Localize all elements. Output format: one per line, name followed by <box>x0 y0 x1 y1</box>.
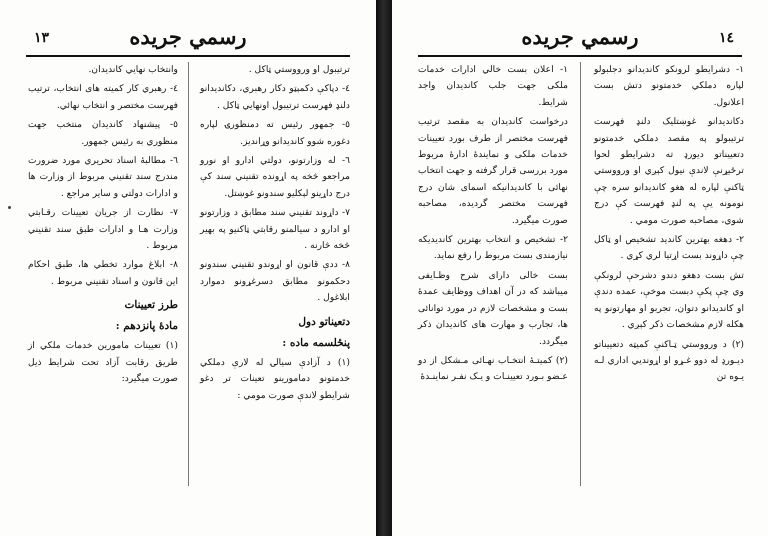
paragraph: بست خالی دارای شرح وظـايفی ميباشد که در آن اهداف ووظايف عمدهٔ بست و مشخصات لازم در مورد توانائی ها، تجارب و مهارت های کانديدان ذکر ميگردد. <box>418 269 568 347</box>
paragraph: ٤- دپاکې دکمېټو دکار رهبري، دکانديدانو دلنډ فهرست ترتيبول اونهايي ټاکل . <box>200 83 350 111</box>
paragraph: ٢- تشخيص و انتخاب بهترين کانديديکه نيازمندی بست مربوط را رفع نمايد. <box>418 234 568 262</box>
right-page-header <box>418 22 742 52</box>
paragraph: درخواست کانديدان به مقصد ترتيب فهرست مختصر از طرف بورد تعيينات خدمات ملکی و نمايندهٔ ادارهٔ مربوط مورد بررسی قرار گرفته و جهت انتخاب نهائی با کانديدانيکه اسمای شان درج فهرست مختصر گرديده، مصاحبه صورت ميگيرد. <box>418 116 568 226</box>
paragraph: (٢) د ورووستي ټـاکنې کميټه دتعييناتو ديـورډ له دوو غـړو او اړونديي اداري لـه يـوه تن <box>594 338 744 383</box>
left-page-header <box>26 22 350 52</box>
article-heading: مادهٔ پانزدهم : <box>115 320 178 333</box>
paragraph: ٧- نظارت از جريان تعيينات رقـابتي وزارت هـا و ادارات طبق سند تقنيني مربوط . <box>28 207 178 252</box>
section-heading: طرز تعيينات <box>124 299 178 312</box>
paragraph: ٥- پيشنهاد کانديدان منتخب جهت منظوري به رئيس جمهور. <box>28 119 178 147</box>
margin-dot <box>8 206 11 209</box>
column-divider <box>580 62 581 486</box>
left-page-pashto-column <box>200 62 350 407</box>
paragraph: (١) د آزادې سيالۍ له لارې دملکي خدمتونو دمامورينو تعينات تر دغو شرايطو لاندې صورت مومي : <box>200 356 350 401</box>
paragraph: ٧- داړوند تقنيني سند مطابق د وزارتونو او ادارو د سيالمنو رقابتي ټاکنيو په بهير څخه څارنه . <box>200 207 350 252</box>
right-page-dari-column <box>418 62 568 389</box>
right-page-title: رسمي جريده <box>521 24 639 49</box>
right-page <box>392 0 768 536</box>
right-page-pashto-column <box>594 62 744 389</box>
paragraph: ١- دشرايطو لرونکو کانديدانو دجلبولو لپاره دملکي خدمتونو دتش بست اعلانول. <box>594 64 744 108</box>
paragraph: دکانديدانو غوښتليک دلنډ فهرست ترتيبولو په مقصد دملکي خدمتونو دتعييناتو ديورډ ته دشرايطو لحوا ترځيړنې لاندې نيول کېږي او ورووستي ټاکنې لپاره له هغو کانديدانو سره چې نومونه يې په لنډ فهرست کې درج شوي، مصاحبه صورت مومي . <box>594 116 744 226</box>
left-page <box>0 0 376 536</box>
right-header-rule <box>418 55 742 57</box>
paragraph: ٨- ددې قانون او اړوندو تقنيني سندونو دحکمونو مطابق دسرغړونو دموارد ابلاغول . <box>200 259 350 304</box>
paragraph: ٢- دهغه بهترين کانديد تشخيص او ټاکل چې داړوند بست اړتيا لري کړي . <box>594 234 744 262</box>
left-page-number: ١٣ <box>34 30 50 46</box>
paragraph: ٨- ابلاغ موارد تخطي ها، طبق احکام اين قانون و اسناد تقنيني مربوط . <box>28 259 178 287</box>
book-gutter <box>376 0 392 536</box>
paragraph: تش بست دهغو دندو دشرحې لرونکې وي چې پکې دبست موخې، عمده دندې او کانديدانو دتوان، تجربو او مهارتونو په هکله لازم مشخصات ذکر کېږي . <box>594 269 744 331</box>
section-heading: دتعيناتو دول <box>298 315 350 328</box>
left-page-dari-column <box>28 62 178 391</box>
article-heading: پنځلسمه ماده : <box>282 336 350 349</box>
paragraph: ٦- مطالبهٔ اسناد تحريري مورد ضرورت مندرج سند تقنيني مربوط از وزارت ها و ادارات دولتي و ساير مراجع . <box>28 155 178 199</box>
paragraph: ١- اعلان بست خالي ادارات خدمات ملکی جهت جلب کانديدان واجد شرايط. <box>418 64 568 108</box>
paragraph: وانتخاب نهايي کانديدان. <box>88 64 178 75</box>
column-divider <box>188 62 189 486</box>
paragraph: ٦- له وزارتونو، دولتي ادارو او نورو مراجعو څخه په اړونده تقنيني سند کې درج داړينو لېکليو سندونو غوښتل. <box>200 155 350 199</box>
paragraph: ٤- رهبري کار کميته هاى انتخاب، ترتيب فهرست مختصر و انتخاب نهائي. <box>28 83 178 111</box>
right-page-number: ١٤ <box>718 30 734 46</box>
left-page-title: رسمي جريده <box>129 24 247 49</box>
paragraph: ترتيبول او ورووستي ټاکل . <box>248 64 350 75</box>
left-header-rule <box>26 55 350 57</box>
paragraph: (٢) کميتـهٔ انتخـاب نهـائی مـشکل از دو عـضو بـورد تعيينـات و يـک نفـر نماينـدهٔ <box>418 354 568 383</box>
paragraph: (١) تعيينات مامورين خدمات ملکي از طريق رقابت آزاد تحت شرايط ذيل صورت ميگيرد: <box>28 340 178 385</box>
paragraph: ٥- جمهور رئيس ته دمنظورۍ لپاره دغوره شوو کانديدانو وړانديز. <box>200 119 350 147</box>
